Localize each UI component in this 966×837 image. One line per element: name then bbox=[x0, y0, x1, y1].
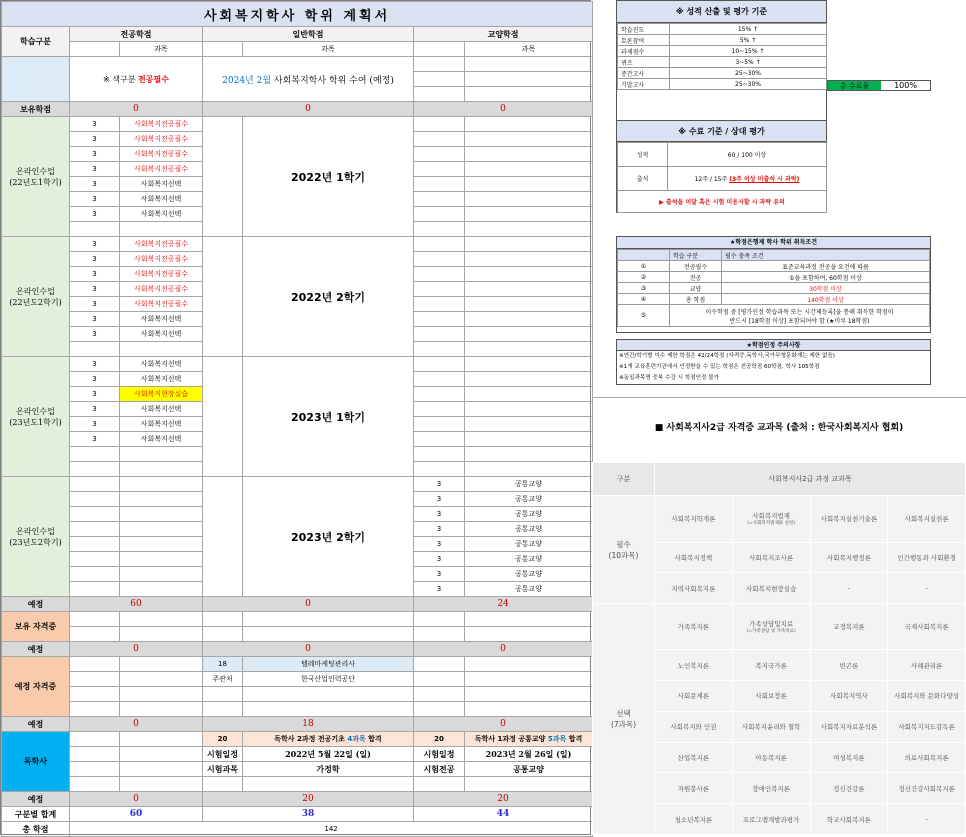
grading-item: 퀴즈 bbox=[618, 57, 670, 68]
credit-bank-conditions: ★학점은행제 학사 학위 취득조건 학습 구분 필수 충족 조건 ① 전공필수 표준교육과정 전공을 요건에 따름 ② 전공 ①을 포함하여, 60학점 이상 ③ 교양 30학점 이상 ④ 총 학점 140학점 이상 ⑤ 이수학점 중 [평가인정 학습과목 또는 시간제등록]을 통해 취득한 학점이 반드시 [18학점 이상] 포함되어야 함 (★미루 18학점) bbox=[616, 236, 931, 333]
course-name: 사회복지선택 bbox=[120, 357, 203, 372]
expected-2-major: 0 bbox=[70, 642, 203, 657]
category-header: 학습구분 bbox=[2, 27, 70, 57]
course-name: 사회복지전공필수 bbox=[120, 132, 203, 147]
course-name: 공통교양 bbox=[465, 537, 593, 552]
course-credit: 3 bbox=[70, 387, 120, 402]
course-name: 사회복지선택 bbox=[120, 192, 203, 207]
cb-head: 필수 충족 조건 bbox=[722, 250, 930, 261]
expected-1-major: 60 bbox=[70, 597, 203, 612]
dokhak-subject-label: 시험전공 bbox=[414, 762, 465, 777]
course-credit bbox=[70, 462, 120, 477]
subjects-heading: ■ 사회복지사2급 자격증 교과목 (출처 : 한국사회복지사 협회) bbox=[654, 423, 904, 433]
course-name bbox=[120, 462, 203, 477]
course-name: 사회복지전공필수 bbox=[120, 117, 203, 132]
course-credit: 3 bbox=[70, 147, 120, 162]
subject-cell: 사회복지조사론 bbox=[732, 542, 810, 573]
subject-cell: 사회복지지도감독론 bbox=[888, 711, 966, 742]
course-credit: 3 bbox=[414, 507, 465, 522]
dokhak-title: 독학사 2과정 전공기초 4과목 합격 bbox=[243, 732, 414, 747]
held-major: 0 bbox=[70, 102, 203, 117]
course-name: 공통교양 bbox=[465, 477, 593, 492]
credit-notes: ★학점인정 주의사항 ※연간/학기별 이수 제한 학점은 42/24학점 (자격증,독학사,국가무형문화재는 제한 없음) ※1개 교육훈련기관에서 인정받을 수 있는 학점은 전공학점 60학점, 학사 105학점 ※동일과목명 중복 수강 시 학점인정 불가 bbox=[616, 339, 931, 385]
cert-name: 텔레마케팅관리사 bbox=[243, 657, 414, 672]
cb-cond: 140학점 이상 bbox=[722, 294, 930, 305]
grading-weight: 25~30% bbox=[670, 68, 827, 79]
completion-title: ※ 수료 기준 / 상대 평가 bbox=[617, 120, 826, 142]
color-legend: ※ 색구분 전공필수 bbox=[70, 57, 203, 102]
subject-cell: 사회복지윤리와 철학 bbox=[732, 711, 810, 742]
subjects-col-head: 구분 bbox=[593, 463, 655, 496]
course-credit: 3 bbox=[70, 177, 120, 192]
course-name: 공통교양 bbox=[465, 582, 593, 597]
subject-cell: 교정복지론 bbox=[810, 604, 888, 650]
course-credit: 3 bbox=[70, 372, 120, 387]
course-name: 사회복지선택 bbox=[120, 207, 203, 222]
subject-cell: 사회복지역사 bbox=[810, 681, 888, 712]
attendance-warning: ▶ 출석을 미달 혹은 시험 미응시할 시 과락 유의 bbox=[618, 191, 827, 213]
course-name: 공통교양 bbox=[465, 552, 593, 567]
course-credit: 3 bbox=[70, 237, 120, 252]
cb-no: ⑤ bbox=[618, 305, 670, 327]
course-name: 공통교양 bbox=[465, 507, 593, 522]
planned-certificates-label: 예정 자격증 bbox=[2, 657, 70, 717]
subjects-col-title: 사회복지사2급 과정 교과목 bbox=[655, 463, 966, 496]
degree-goal: 2024년 2월 사회복지학사 학위 수여 (예정) bbox=[203, 57, 414, 102]
subject-cell: 의료사회복지론 bbox=[888, 742, 966, 773]
course-name: 사회복지전공필수 bbox=[120, 147, 203, 162]
course-credit: 3 bbox=[414, 552, 465, 567]
completion-table: 성적 60 / 100 이상 출석 12주 / 15주 (3주 이상 미출석 시 과락) ▶ 출석을 미달 혹은 시험 미응시할 시 과락 유의 bbox=[617, 142, 827, 213]
grading-weight: 25~30% bbox=[670, 79, 827, 90]
total-value: 142 bbox=[70, 822, 593, 837]
expected-4-major: 0 bbox=[70, 792, 203, 807]
course-name: 사회복지선택 bbox=[120, 327, 203, 342]
course-credit: 3 bbox=[70, 192, 120, 207]
grading-title: ※ 성적 산출 및 평가 기준 bbox=[617, 1, 826, 23]
plan-title: 사회복지학사 학위 계획서 bbox=[2, 2, 593, 27]
course-credit bbox=[70, 447, 120, 462]
cb-cond: 30학점 이상 bbox=[722, 283, 930, 294]
dokhak-subject: 가정학 bbox=[243, 762, 414, 777]
course-name: 공통교양 bbox=[465, 492, 593, 507]
required-group: 필수 (10과목) bbox=[593, 496, 655, 604]
course-name: 사회복지전공필수 bbox=[120, 267, 203, 282]
expected-1-label: 예정 bbox=[2, 597, 70, 612]
held-liberal: 0 bbox=[414, 102, 593, 117]
cb-cond: 표준교육과정 전공을 요건에 따름 bbox=[722, 261, 930, 272]
course-credit: 3 bbox=[70, 117, 120, 132]
course-credit: 3 bbox=[70, 267, 120, 282]
course-name: 공통교양 bbox=[465, 567, 593, 582]
course-name: 공통교양 bbox=[465, 522, 593, 537]
subject-cell: 노인복지론 bbox=[655, 650, 733, 681]
cert-credit: 18 bbox=[203, 657, 243, 672]
cb-type: 전공 bbox=[670, 272, 722, 283]
cert-org: 한국산업인력공단 bbox=[243, 672, 414, 687]
held-certificates-label: 보유 자격증 bbox=[2, 612, 70, 642]
sum-liberal: 44 bbox=[414, 807, 593, 822]
subject-cell: 사회복지실천론 bbox=[888, 496, 966, 542]
subject-cell: - bbox=[888, 573, 966, 604]
subject-cell: - bbox=[888, 804, 966, 835]
cb-type: 전공필수 bbox=[670, 261, 722, 272]
held-general: 0 bbox=[203, 102, 414, 117]
dokhak-label: 독학사 bbox=[2, 732, 70, 792]
expected-2-general: 0 bbox=[203, 642, 414, 657]
subject-header: 과목 bbox=[465, 42, 593, 57]
subject-cell: 복지국가론 bbox=[732, 650, 810, 681]
semester-title: 2023년 2학기 bbox=[243, 477, 414, 597]
course-credit: 3 bbox=[70, 402, 120, 417]
general-header: 일반학점 bbox=[203, 27, 414, 42]
course-name: 사회복지전공필수 bbox=[120, 297, 203, 312]
subject-cell: 아동복지론 bbox=[732, 742, 810, 773]
subject-header: 과목 bbox=[120, 42, 203, 57]
course-name: 사회복지선택 bbox=[120, 402, 203, 417]
expected-3-general: 18 bbox=[203, 717, 414, 732]
semester-title: 2023년 1학기 bbox=[243, 357, 414, 477]
course-credit: 3 bbox=[70, 207, 120, 222]
subject-cell: 가족복지론 bbox=[655, 604, 733, 650]
subject-cell: 사회복지와 문화다양성 bbox=[888, 681, 966, 712]
expected-4-general: 20 bbox=[203, 792, 414, 807]
credit-note: ※동일과목명 중복 수강 시 학점인정 불가 bbox=[619, 375, 720, 381]
subject-cell: 사회복지실천기술론 bbox=[810, 496, 888, 542]
course-credit: 3 bbox=[414, 492, 465, 507]
course-credit: 3 bbox=[70, 327, 120, 342]
expected-1-general: 0 bbox=[203, 597, 414, 612]
course-name: 사회복지선택 bbox=[120, 417, 203, 432]
completion-rate: 총 수료율 100% bbox=[827, 80, 931, 91]
major-header: 전공학점 bbox=[70, 27, 203, 42]
dokhak-subject: 공통교양 bbox=[465, 762, 593, 777]
grading-item: 학습진도 bbox=[618, 24, 670, 35]
semester-title: 2022년 1학기 bbox=[243, 117, 414, 237]
course-credit: 3 bbox=[414, 582, 465, 597]
course-name: 사회복지선택 bbox=[120, 432, 203, 447]
subject-cell: 사회복지학개론 bbox=[655, 496, 733, 542]
expected-4-label: 예정 bbox=[2, 792, 70, 807]
course-credit: 3 bbox=[70, 252, 120, 267]
subject-cell: 정신건강론 bbox=[810, 773, 888, 804]
grading-item: 토론참여 bbox=[618, 35, 670, 46]
grading-weight: 5% ↑ bbox=[670, 35, 827, 46]
dokhak-date-label: 시험일정 bbox=[414, 747, 465, 762]
subject-cell: 가족상담및치료 (=가족상담 및 가족치료) bbox=[732, 604, 810, 650]
grading-item: 기말고사 bbox=[618, 79, 670, 90]
cb-no: ① bbox=[618, 261, 670, 272]
course-credit: 3 bbox=[70, 357, 120, 372]
semester-label: 온라인수업 (23년도2학기) bbox=[2, 477, 70, 597]
cb-type: 교양 bbox=[670, 283, 722, 294]
semester-title: 2022년 2학기 bbox=[243, 237, 414, 357]
course-name bbox=[120, 447, 203, 462]
dokhak-credit: 20 bbox=[203, 732, 243, 747]
course-name bbox=[120, 342, 203, 357]
grading-weight: 3~5% ↑ bbox=[670, 57, 827, 68]
semester-label: 온라인수업 (23년도1학기) bbox=[2, 357, 70, 477]
subject-cell: 사회복지현장실습 bbox=[732, 573, 810, 604]
credit-note: ※1개 교육훈련기관에서 인정받을 수 있는 학점은 전공학점 60학점, 학사 105학점 bbox=[619, 364, 820, 370]
subject-cell: - bbox=[810, 573, 888, 604]
course-credit bbox=[70, 222, 120, 237]
dokhak-date: 2023년 2월 26일 (일) bbox=[465, 747, 593, 762]
course-name: 사회복지선택 bbox=[120, 312, 203, 327]
elective-group: 선택 (7과목) bbox=[593, 604, 655, 835]
cb-type: 총 학점 bbox=[670, 294, 722, 305]
expected-4-liberal: 20 bbox=[414, 792, 593, 807]
course-credit: 3 bbox=[414, 567, 465, 582]
grading-item: 중간고사 bbox=[618, 68, 670, 79]
expected-3-liberal: 0 bbox=[414, 717, 593, 732]
course-name: 사회복지전공필수 bbox=[120, 252, 203, 267]
total-label: 총 학점 bbox=[2, 822, 70, 837]
liberal-header: 교양학점 bbox=[414, 27, 593, 42]
subject-cell: 장애인복지론 bbox=[732, 773, 810, 804]
course-credit: 3 bbox=[414, 522, 465, 537]
expected-3-major: 0 bbox=[70, 717, 203, 732]
subject-cell: 프로그램개발과평가 bbox=[732, 804, 810, 835]
course-name bbox=[120, 222, 203, 237]
course-credit: 3 bbox=[70, 162, 120, 177]
social-worker-subjects-table bbox=[592, 462, 966, 835]
dokhak-title: 독학사 1과정 공통교양 5과목 합격 bbox=[465, 732, 593, 747]
course-credit: 3 bbox=[70, 417, 120, 432]
dokhak-credit: 20 bbox=[414, 732, 465, 747]
course-name: 사회복지전공필수 bbox=[120, 282, 203, 297]
held-credits-label: 보유학점 bbox=[2, 102, 70, 117]
subject-cell: 정신건강사회복지론 bbox=[888, 773, 966, 804]
plan-table bbox=[1, 1, 593, 837]
subject-cell: 사회복지와 인권 bbox=[655, 711, 733, 742]
course-credit: 3 bbox=[414, 537, 465, 552]
subject-cell: 빈곤론 bbox=[810, 650, 888, 681]
subject-header: 과목 bbox=[243, 42, 414, 57]
sum-major: 60 bbox=[70, 807, 203, 822]
expected-3-label: 예정 bbox=[2, 717, 70, 732]
course-credit: 3 bbox=[70, 432, 120, 447]
grading-table bbox=[617, 23, 827, 90]
grading-weight: 10~15% ↑ bbox=[670, 46, 827, 57]
expected-2-liberal: 0 bbox=[414, 642, 593, 657]
cb-no: ④ bbox=[618, 294, 670, 305]
cb-no: ③ bbox=[618, 283, 670, 294]
grading-weight: 15% ↑ bbox=[670, 24, 827, 35]
sum-label: 구분별 합계 bbox=[2, 807, 70, 822]
expected-1-liberal: 24 bbox=[414, 597, 593, 612]
credit-note: ※연간/학기별 이수 제한 학점은 42/24학점 (자격증,독학사,국가무형문화재는 제한 없음) bbox=[619, 353, 835, 359]
course-credit: 3 bbox=[70, 132, 120, 147]
course-name: 사회복지선택 bbox=[120, 177, 203, 192]
semester-label: 온라인수업 (22년도2학기) bbox=[2, 237, 70, 357]
subject-cell: 사회문제론 bbox=[655, 681, 733, 712]
cb-cond: ①을 포함하여, 60학점 이상 bbox=[722, 272, 930, 283]
subject-cell: 사회복지자료분석론 bbox=[810, 711, 888, 742]
subject-cell: 사례관리론 bbox=[888, 650, 966, 681]
course-credit bbox=[70, 342, 120, 357]
sum-general: 38 bbox=[203, 807, 414, 822]
cb-head: 학습 구분 bbox=[670, 250, 722, 261]
subject-cell: 사회복지법제 (=사회복지법제와 실천) bbox=[732, 496, 810, 542]
expected-2-label: 예정 bbox=[2, 642, 70, 657]
course-credit: 3 bbox=[70, 312, 120, 327]
cb-note: 이수학점 중 [평가인정 학습과목 또는 시간제등록]을 통해 취득한 학점이 반드시 [18학점 이상] 포함되어야 함 (★미루 18학점) bbox=[670, 305, 930, 327]
course-credit: 3 bbox=[414, 477, 465, 492]
course-name: 사회복지선택 bbox=[120, 372, 203, 387]
subject-cell: 자원봉사론 bbox=[655, 773, 733, 804]
semester-label: 온라인수업 (22년도1학기) bbox=[2, 117, 70, 237]
subject-cell: 청소년복지론 bbox=[655, 804, 733, 835]
subject-cell: 사회복지정책 bbox=[655, 542, 733, 573]
subject-cell: 사회복지행정론 bbox=[810, 542, 888, 573]
dokhak-subject-label: 시험과목 bbox=[203, 762, 243, 777]
course-credit: 3 bbox=[70, 297, 120, 312]
cb-no: ② bbox=[618, 272, 670, 283]
dokhak-date-label: 시험일정 bbox=[203, 747, 243, 762]
grading-item: 과제점수 bbox=[618, 46, 670, 57]
cert-org-label: 주관처 bbox=[203, 672, 243, 687]
subject-cell: 학교사회복지론 bbox=[810, 804, 888, 835]
course-name: 사회복지전공필수 bbox=[120, 237, 203, 252]
subject-cell: 지역사회복지론 bbox=[655, 573, 733, 604]
subject-cell: 국제사회복지론 bbox=[888, 604, 966, 650]
subject-cell: 인간행동과 사회환경 bbox=[888, 542, 966, 573]
subject-cell: 사회보장론 bbox=[732, 681, 810, 712]
course-name: 사회복지현장실습 bbox=[120, 387, 203, 402]
subject-cell: 여성복지론 bbox=[810, 742, 888, 773]
dokhak-date: 2022년 5월 22일 (일) bbox=[243, 747, 414, 762]
course-name: 사회복지전공필수 bbox=[120, 162, 203, 177]
grading-criteria-box bbox=[616, 0, 827, 213]
subject-cell: 산업복지론 bbox=[655, 742, 733, 773]
course-credit: 3 bbox=[70, 282, 120, 297]
